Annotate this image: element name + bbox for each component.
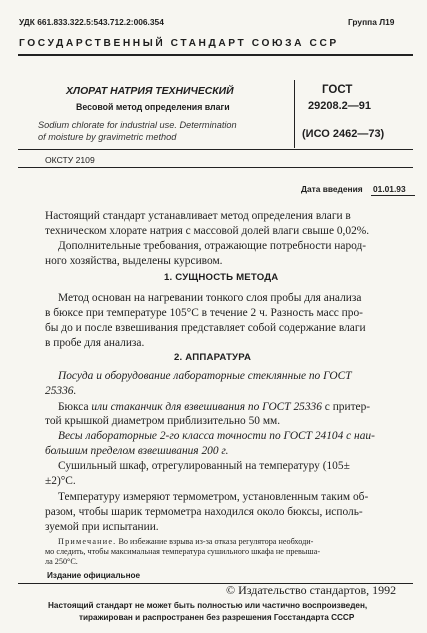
section1-title: 1. СУЩНОСТЬ МЕТОДА (164, 272, 279, 283)
intro-line-3: Дополнительные требования, отражающие потребности народ- (58, 240, 367, 252)
title-ru: ХЛОРАТ НАТРИЯ ТЕХНИЧЕСКИЙ (66, 86, 234, 97)
subtitle-ru: Весовой метод определения влаги (76, 102, 230, 112)
note-line-3: ла 250°С. (45, 557, 78, 566)
section1-line-2: в бюксе при температуре 105°С в течение 2 ч. Разность масс про- (45, 307, 363, 319)
intro-date-value: 01.01.93 (373, 184, 406, 194)
section2-line-7: Сушильный шкаф, отрегулированный на температуру (105± (58, 460, 350, 472)
section2-line-5: Весы лабораторные 2-го класса точности по ГОСТ 24104 с наи- (58, 430, 375, 442)
note-line-2: мо следить, чтобы максимальная температура сушильного шкафа не превыша- (45, 547, 321, 556)
section2-line-1: Посуда и оборудование лабораторные стеклянные по ГОСТ (58, 370, 352, 382)
title-divider (294, 80, 295, 148)
group-code: Группа Л19 (348, 17, 395, 27)
okstu-code: ОКСТУ 2109 (45, 155, 95, 165)
state-standard-banner: ГОСУДАРСТВЕННЫЙ СТАНДАРТ СОЮЗА ССР (19, 38, 339, 49)
section1-line-1: Метод основан на нагревании тонкого слоя пробы для анализа (58, 292, 362, 304)
intro-date-label: Дата введения (301, 184, 363, 194)
okstu-rule (18, 167, 413, 168)
section2-line-2: 25336. (45, 385, 77, 397)
section1-line-4: в пробе для анализа. (45, 337, 145, 349)
official-edition: Издание официальное (47, 571, 141, 580)
intro-line-4: ного хозяйства, выделены курсивом. (45, 255, 223, 267)
section2-line-6: большим пределом взвешивания 200 г. (45, 445, 229, 457)
section2-line-4: той крышкой диаметром приблизительно 50 мм. (45, 415, 281, 427)
title-en-line2: of moisture by gravimetric method (38, 132, 177, 142)
section2-line-3 (58, 400, 427, 415)
section2-line-3c: с притер- (321, 401, 371, 413)
note-lead: Примечание. (58, 537, 117, 546)
copyright: © Издательство стандартов, 1992 (226, 583, 397, 597)
section2-line-11: зуемой при испытании. (45, 521, 159, 533)
intro-date-underline (371, 195, 415, 196)
section2-line-8: ±2)°С. (45, 475, 76, 487)
section1-line-3: бы до и после взвешивания представляет собой содержание влаги (45, 322, 366, 334)
title-en-line1: Sodium chlorate for industrial use. Determination (38, 120, 237, 130)
intro-line-1: Настоящий стандарт устанавливает метод определения влаги в (45, 210, 351, 222)
gost-label: ГОСТ (322, 84, 353, 96)
note-line-1 (58, 537, 313, 547)
section2-line-3b: или стаканчик для взвешивания по ГОСТ 25336 (91, 401, 322, 413)
section2-title: 2. АППАРАТУРА (174, 352, 252, 363)
gost-number: 29208.2—91 (308, 100, 371, 112)
udk-code: УДК 661.833.322.5:543.712.2:006.354 (19, 17, 164, 27)
section2-line-9: Температуру измеряют термометром, установленным таким об- (58, 491, 369, 503)
intro-line-2: техническом хлорате натрия с массовой долей влаги свыше 0,02%. (45, 225, 370, 237)
note-line-1-text: Во избежание взрыва из-за отказа регулятора необходи- (116, 537, 314, 546)
title-rule (18, 149, 413, 150)
rights-line-1: Настоящий стандарт не может быть полностью или частично воспроизведен, (48, 601, 368, 610)
banner-rule (18, 54, 413, 56)
section2-line-10: разом, чтобы шарик термометра находился около бюксы, исполь- (45, 506, 363, 518)
section2-line-3a: Бюкса (58, 401, 92, 413)
rights-line-2: тиражирован и распространен без разрешения Госстандарта СССР (79, 613, 355, 622)
iso-reference: (ИСО 2462—73) (302, 128, 385, 140)
